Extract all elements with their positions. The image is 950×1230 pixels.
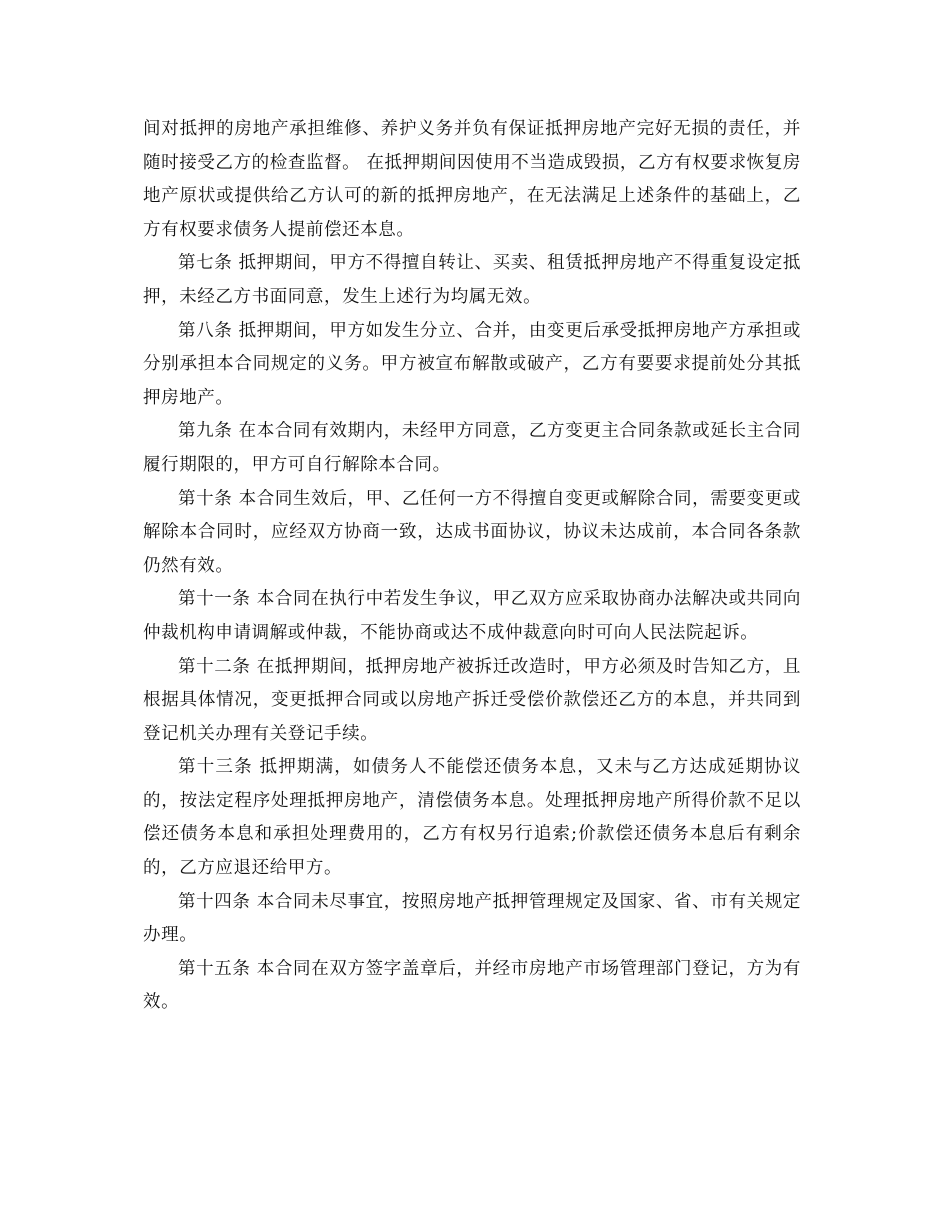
paragraph-article-10: 第十条 本合同生效后，甲、乙任何一方不得擅自变更或解除合同，需要变更或解除本合同时，应经双方协商一致，达成书面协议，协议未达成前，本合同各条款仍然有效。 bbox=[143, 488, 801, 576]
paragraph-article-8: 第八条 抵押期间，甲方如发生分立、合并，由变更后承受抵押房地产方承担或分别承担本合同规定的义务。甲方被宣布解散或破产，乙方有要要求提前处分其抵押房地产。 bbox=[143, 320, 801, 408]
paragraph-article-11: 第十一条 本合同在执行中若发生争议，甲乙双方应采取协商办法解决或共同向仲裁机构申请调解或仲裁，不能协商或达不成仲裁意向时可向人民法院起诉。 bbox=[143, 589, 801, 643]
paragraph-article-9: 第九条 在本合同有效期内，未经甲方同意，乙方变更主合同条款或延长主合同履行期限的，甲方可自行解除本合同。 bbox=[143, 421, 801, 475]
paragraph-article-12: 第十二条 在抵押期间，抵押房地产被拆迁改造时，甲方必须及时告知乙方，且根据具体情况，变更抵押合同或以房地产拆迁受偿价款偿还乙方的本息，并共同到登记机关办理有关登记手续。 bbox=[143, 656, 801, 744]
document-page bbox=[143, 113, 801, 1020]
paragraph-article-15: 第十五条 本合同在双方签字盖章后，并经市房地产市场管理部门登记，方为有效。 bbox=[143, 958, 801, 1013]
paragraph-article-7: 第七条 抵押期间，甲方不得擅自转让、买卖、租赁抵押房地产不得重复设定抵押，未经乙方书面同意，发生上述行为均属无效。 bbox=[143, 253, 801, 307]
paragraph-article-14: 第十四条 本合同未尽事宜，按照房地产抵押管理规定及国家、省、市有关规定办理。 bbox=[143, 891, 801, 946]
paragraph-continuation: 间对抵押的房地产承担维修、养护义务并负有保证抵押房地产完好无损的责任，并随时接受乙方的检查监督。 在抵押期间因使用不当造成毁损，乙方有权要求恢复房地产原状或提供给乙方认可的新的抵押房地产，在无法满足上述条件的基础上，乙方有权要求债务人提前偿还本息。 bbox=[143, 119, 801, 240]
paragraph-article-13: 第十三条 抵押期满，如债务人不能偿还债务本息，又未与乙方达成延期协议的，按法定程序处理抵押房地产，清偿债务本息。处理抵押房地产所得价款不足以偿还债务本息和承担处理费用的，乙方有权另行追索;价款偿还债务本息后有剩余的，乙方应退还给甲方。 bbox=[143, 757, 801, 879]
